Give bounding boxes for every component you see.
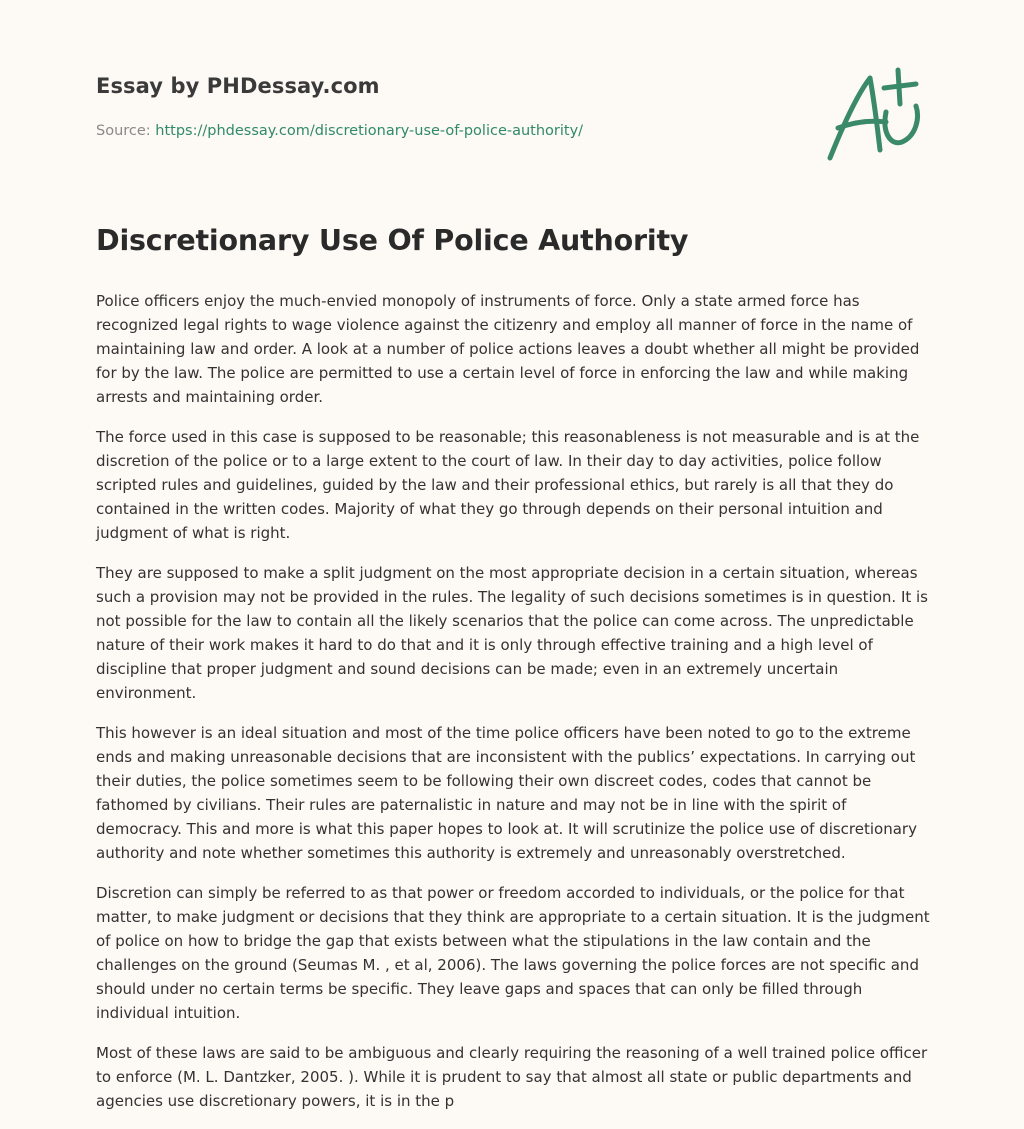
source-line bbox=[96, 123, 696, 139]
essay-paragraph: Discretion can simply be referred to as that power or freedom accorded to individuals, or the police for that matter, to make judgment or decisions that they think are appropriate to a certain situation. It is the judgment of police on how to bridge the gap that exists between what the stipulations in the law contain and the challenges on the ground (Seumas M. , et al, 2006). The laws governing the police forces are not specific and should under no certain terms be specific. They leave gaps and spaces that can only be filled through individual intuition. bbox=[96, 884, 930, 1022]
source-link[interactable]: https://phdessay.com/discretionary-use-of-police-authority/ bbox=[155, 123, 584, 139]
essay-paragraph: Police officers enjoy the much-envied monopoly of instruments of force. Only a state armed force has recognized legal rights to wage violence against the citizenry and employ all manner of force in the name of maintaining law and order. A look at a number of police actions leaves a doubt whether all might be provided for by the law. The police are permitted to use a certain level of force in enforcing the law and while making arrests and maintaining order. bbox=[96, 292, 920, 406]
essay-title: Discretionary Use Of Police Authority bbox=[96, 224, 689, 257]
brand-title: Essay by PHDessay.com bbox=[96, 74, 380, 98]
a-plus-grade-icon bbox=[820, 66, 930, 166]
source-label: Source: bbox=[96, 123, 151, 139]
essay-content bbox=[96, 224, 930, 1129]
essay-paragraph: Most of these laws are said to be ambiguous and clearly requiring the reasoning of a well trained police officer to enforce (M. L. Dantzker, 2005. ). While it is prudent to say that almost all state or public departments and agencies use discretionary powers, it is in the p bbox=[96, 1044, 928, 1110]
essay-paragraph: This however is an ideal situation and most of the time police officers have been noted to go to the extreme ends and making unreasonable decisions that are inconsistent with the publics’ expectations. In carrying out their duties, the police sometimes seem to be following their own discreet codes, codes that cannot be fathomed by civilians. Their rules are paternalistic in nature and may not be in line with the spirit of democracy. This and more is what this paper hopes to look at. It will scrutinize the police use of discretionary authority and note whether sometimes this authority is extremely and unreasonably overstretched. bbox=[96, 724, 917, 862]
essay-paragraph: The force used in this case is supposed to be reasonable; this reasonableness is not measurable and is at the discretion of the police or to a large extent to the court of law. In their day to day activities, police follow scripted rules and guidelines, guided by the law and their professional ethics, but rarely is all that they do contained in the written codes. Majority of what they go through depends on their personal intuition and judgment of what is right. bbox=[96, 428, 920, 542]
essay-paragraph: They are supposed to make a split judgment on the most appropriate decision in a certain situation, whereas such a provision may not be provided in the rules. The legality of such decisions sometimes is in question. It is not possible for the law to contain all the likely scenarios that the police can come across. The unpredictable nature of their work makes it hard to do that and it is only through effective training and a high level of discipline that proper judgment and sound decisions can be made; even in an extremely uncertain environment. bbox=[96, 564, 929, 702]
document-header bbox=[96, 74, 696, 139]
